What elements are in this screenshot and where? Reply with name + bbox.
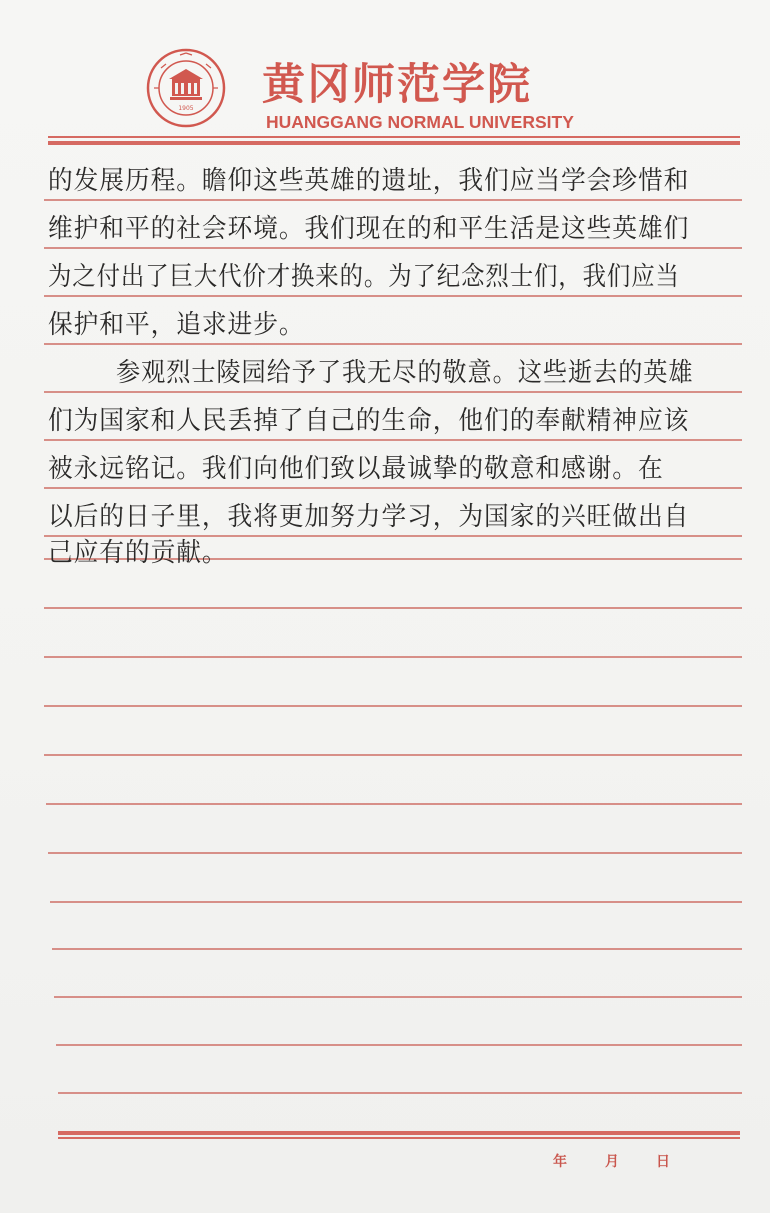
university-name-cn: 黄冈师范学院 xyxy=(262,60,532,110)
ruled-line xyxy=(50,901,742,903)
text-line: 维护和平的社会环境。我们现在的和平生活是这些英雄们 xyxy=(48,214,690,244)
university-seal-icon xyxy=(146,48,226,128)
ruled-line xyxy=(44,754,742,756)
ruled-line xyxy=(52,948,742,950)
ruled-line xyxy=(44,295,742,297)
text-line: 参观烈士陵园给予了我无尽的敬意。这些逝去的英雄 xyxy=(116,358,694,388)
ruled-line xyxy=(46,803,742,805)
ruled-line xyxy=(48,852,742,854)
ruled-line xyxy=(44,656,742,658)
text-line: 的发展历程。瞻仰这些英雄的遗址，我们应当学会珍惜和 xyxy=(48,166,690,196)
ruled-line xyxy=(56,1044,742,1046)
header-double-rule xyxy=(48,136,740,145)
date-year-label: 年 xyxy=(553,1154,567,1170)
ruled-line xyxy=(44,607,742,609)
ruled-line xyxy=(44,343,742,345)
ruled-line xyxy=(44,247,742,249)
ruled-line xyxy=(44,199,742,201)
text-line: 保护和平，追求进步。 xyxy=(48,310,305,340)
ruled-line xyxy=(44,705,742,707)
date-month-label: 月 xyxy=(605,1154,619,1170)
text-line: 以后的日子里，我将更加努力学习，为国家的兴旺做出自 xyxy=(48,502,690,532)
text-line: 们为国家和人民丢掉了自己的生命，他们的奉献精神应该 xyxy=(48,406,690,436)
ruled-line xyxy=(44,439,742,441)
university-name-en: HUANGGANG NORMAL UNIVERSITY xyxy=(266,112,574,132)
ruled-line xyxy=(54,996,742,998)
text-line: 己应有的贡献。 xyxy=(48,538,228,568)
date-day-label: 日 xyxy=(656,1154,670,1170)
text-line: 为之付出了巨大代价才换来的。为了纪念烈士们，我们应当 xyxy=(48,262,680,292)
ruled-line xyxy=(58,1092,742,1094)
ruled-line xyxy=(44,391,742,393)
seal-year: 1905 xyxy=(178,105,194,112)
ruled-line xyxy=(44,487,742,489)
text-line: 被永远铭记。我们向他们致以最诚挚的敬意和感谢。在 xyxy=(48,454,664,484)
footer-double-rule xyxy=(58,1131,740,1139)
